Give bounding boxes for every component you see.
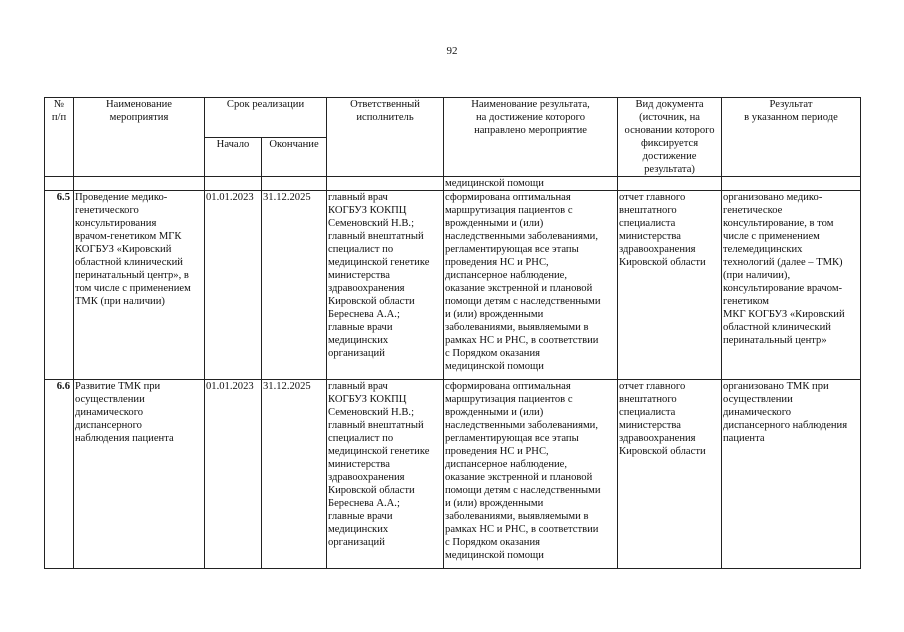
event-name: Развитие ТМК при осуществлении динамического диспансерного наблюдения пациента xyxy=(74,380,205,569)
document-type: отчет главного внештатного специалиста министерства здравоохранения Кировской области xyxy=(618,191,722,380)
table-row xyxy=(45,191,861,380)
continuation-cell-doc-type xyxy=(618,177,722,191)
result-name: сформирована оптимальная маршрутизация пациентов с врожденными и (или) наследственными заболеваниями, регламентирующая все этапы проведения НС и РНС, диспансерное наблюдение, оказание экстренной и плановой помощи детям с наследственными и (или) врожденными заболеваниями, выявляемыми в рамках НС и РНС, в соответствии с Порядком оказания медицинской помощи xyxy=(444,191,618,380)
page-number: 92 xyxy=(446,45,458,57)
continuation-cell-result xyxy=(722,177,861,191)
document-type: отчет главного внештатного специалиста министерства здравоохранения Кировской области xyxy=(618,380,722,569)
header-num: № п/п xyxy=(45,98,74,177)
table-row xyxy=(45,380,861,569)
continuation-cell-event xyxy=(74,177,205,191)
continuation-result-name: медицинской помощи xyxy=(444,177,618,191)
header-doc-type: Вид документа (источник, на основании которого фиксируется достижение результата) xyxy=(618,98,722,177)
continuation-cell-num xyxy=(45,177,74,191)
responsible-person: главный врач КОГБУЗ КОКПЦ Семеновский Н.В.; главный внештатный специалист по медицинской генетике министерства здравоохранения Кировской области Береснева А.А.; главные врачи медицинских организаций xyxy=(327,191,444,380)
header-start: Начало xyxy=(205,137,262,177)
period-result: организовано медико- генетическое консультирование, в том числе с применением телемедицинских технологий (далее – ТМК) (при наличии), консультирование врачом- генетиком МКГ КОГБУЗ «Кировский областной клинический перинатальный центр» xyxy=(722,191,861,380)
period-result: организовано ТМК при осуществлении динамического диспансерного наблюдения пациента xyxy=(722,380,861,569)
plan-table xyxy=(44,97,861,569)
start-date: 01.01.2023 xyxy=(205,191,262,380)
result-name: сформирована оптимальная маршрутизация пациентов с врожденными и (или) наследственными заболеваниями, регламентирующая все этапы проведения НС и РНС, диспансерное наблюдение, оказание экстренной и плановой помощи детям с наследственными и (или) врожденными заболеваниями, выявляемыми в рамках НС и РНС, в соответствии с Порядком оказания медицинской помощи xyxy=(444,380,618,569)
header-end: Окончание xyxy=(262,137,327,177)
header-event-name: Наименование мероприятия xyxy=(74,98,205,177)
event-name: Проведение медико- генетического консультирования врачом-генетиком МГК КОГБУЗ «Кировский областной клинический перинатальный центр», в том числе с применением ТМК (при наличии) xyxy=(74,191,205,380)
row-number: 6.6 xyxy=(45,380,74,569)
end-date: 31.12.2025 xyxy=(262,380,327,569)
header-period: Срок реализации xyxy=(205,98,327,138)
responsible-person: главный врач КОГБУЗ КОКПЦ Семеновский Н.В.; главный внештатный специалист по медицинской генетике министерства здравоохранения Кировской области Береснева А.А.; главные врачи медицинских организаций xyxy=(327,380,444,569)
continuation-cell-end xyxy=(262,177,327,191)
header-responsible: Ответственный исполнитель xyxy=(327,98,444,177)
start-date: 01.01.2023 xyxy=(205,380,262,569)
continuation-cell-start xyxy=(205,177,262,191)
header-result: Результат в указанном периоде xyxy=(722,98,861,177)
continuation-cell-responsible xyxy=(327,177,444,191)
end-date: 31.12.2025 xyxy=(262,191,327,380)
row-number: 6.5 xyxy=(45,191,74,380)
header-row-1 xyxy=(45,98,861,138)
header-result-name: Наименование результата, на достижение которого направлено мероприятие xyxy=(444,98,618,177)
continuation-row xyxy=(45,177,861,191)
